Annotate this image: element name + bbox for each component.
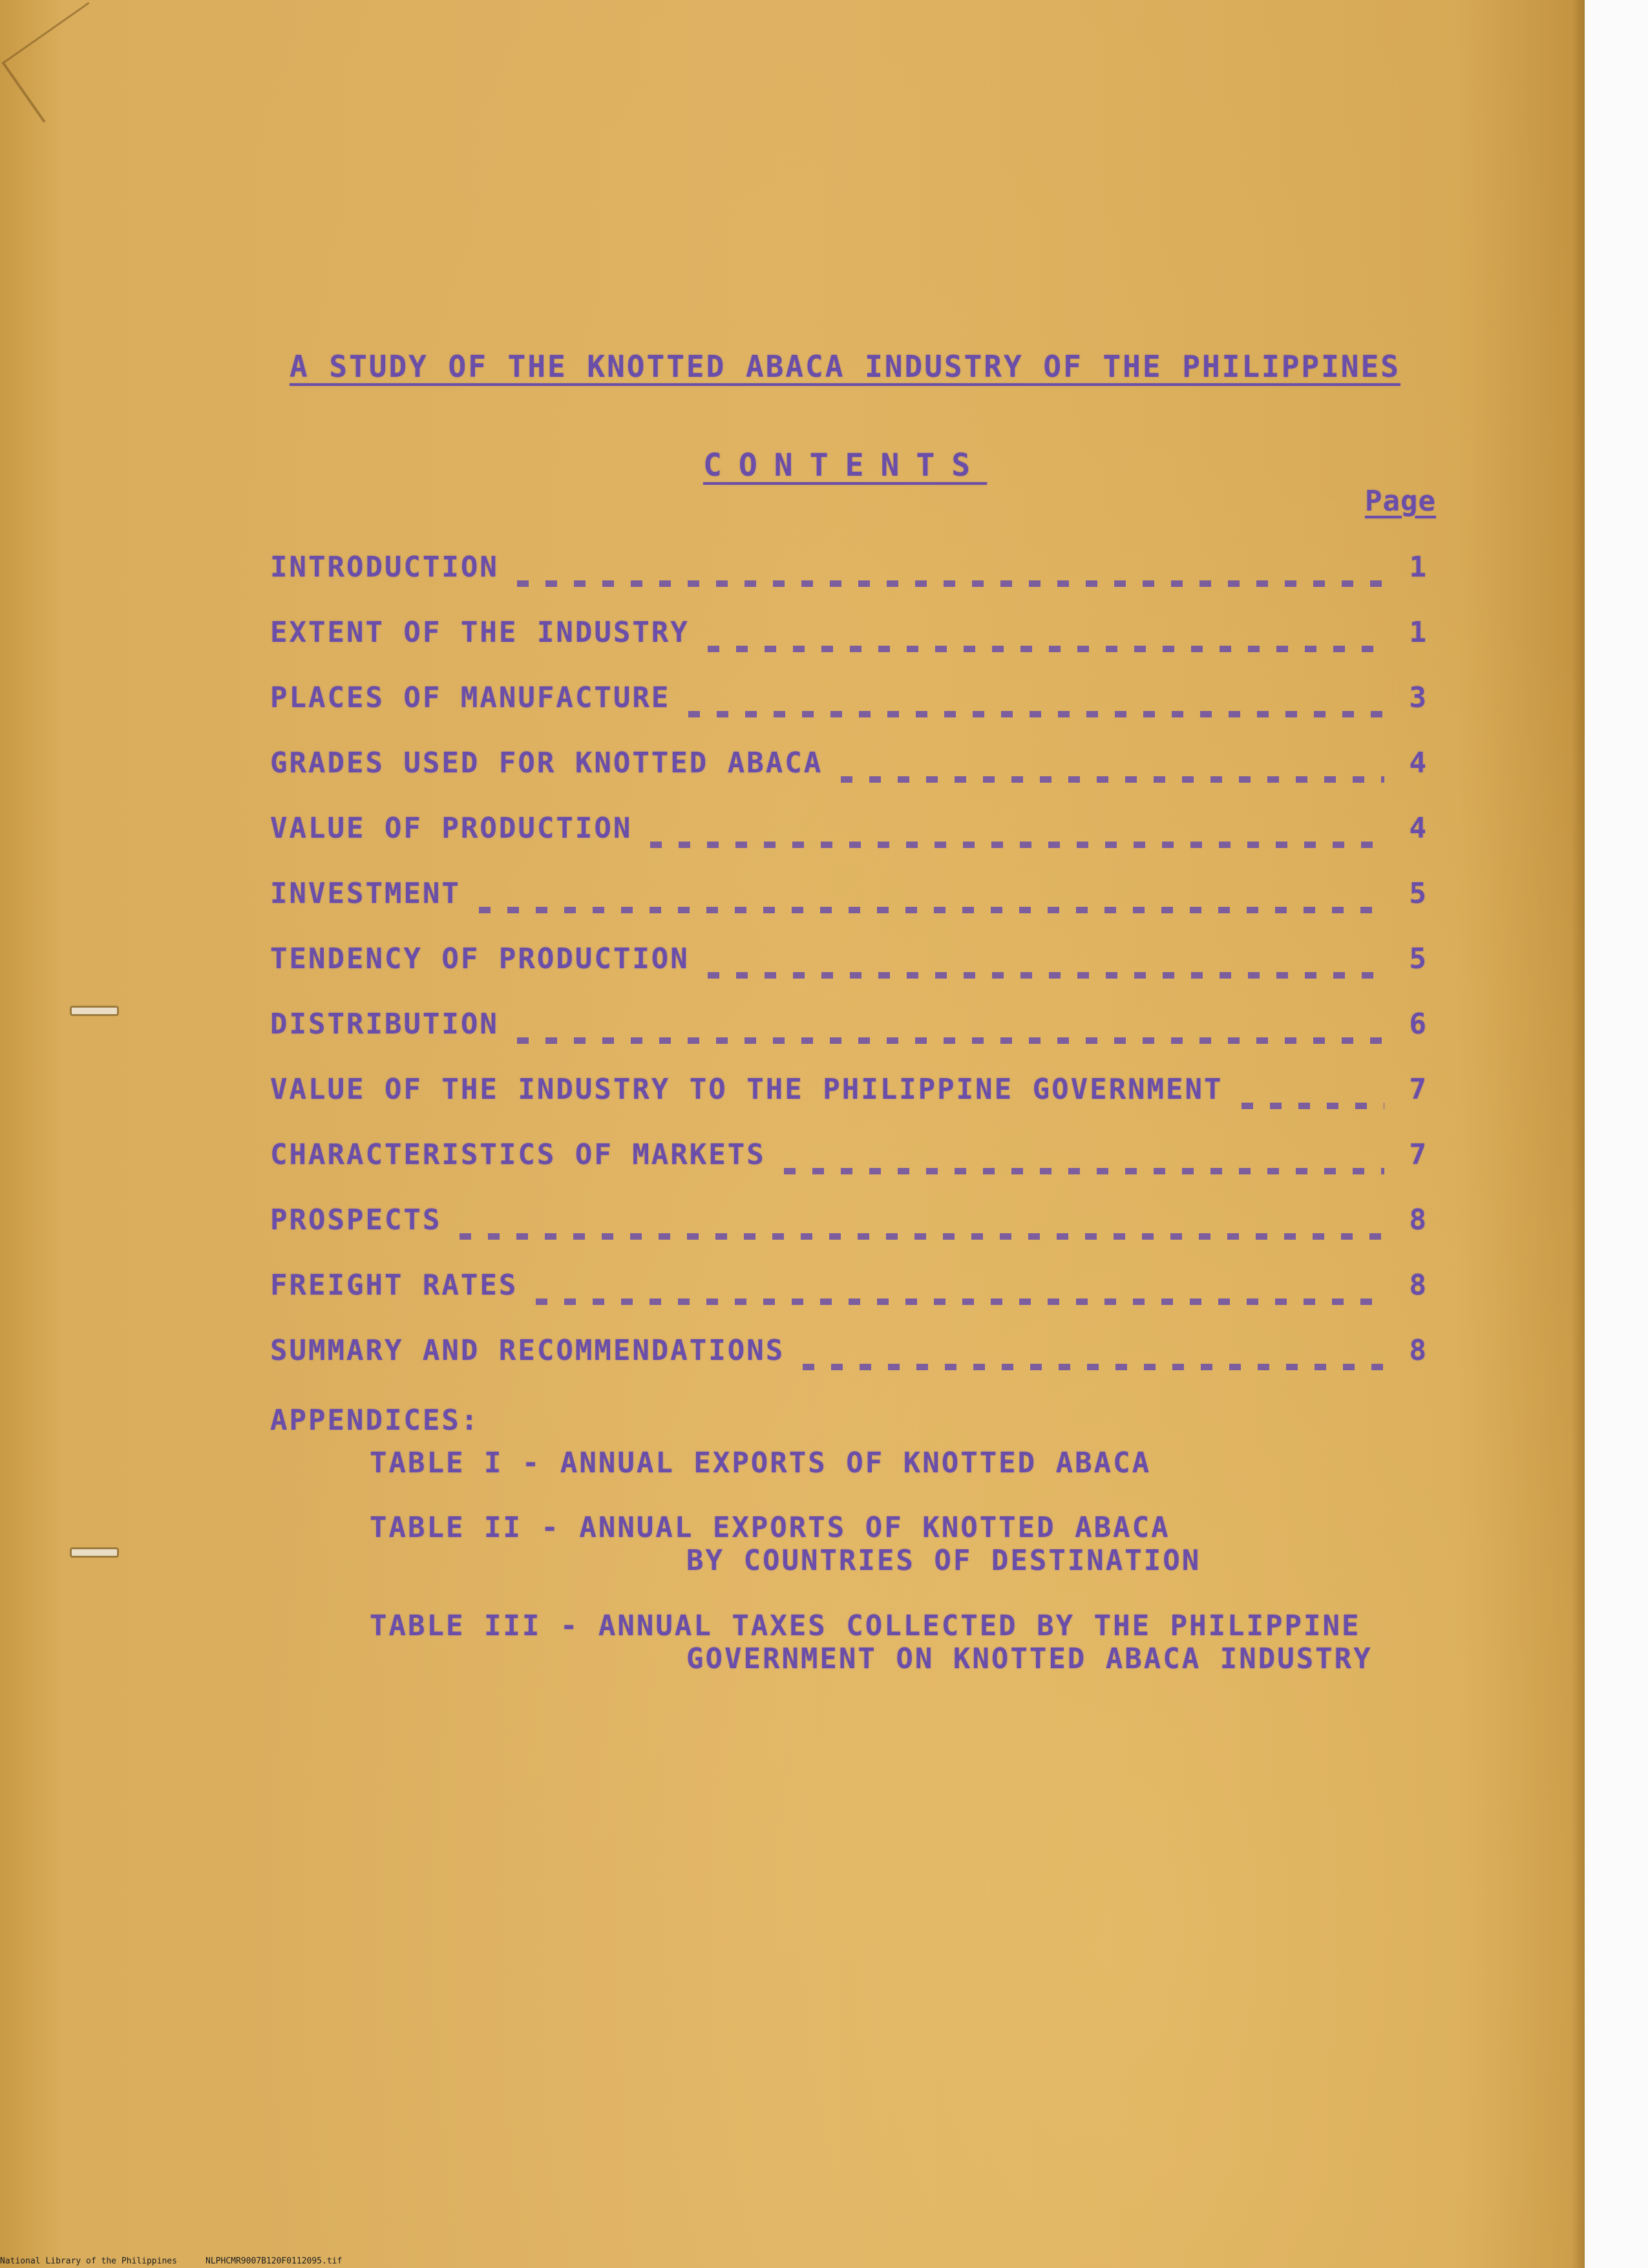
toc-entry-page: 4 [1409, 747, 1428, 779]
toc-entry-page: 8 [1409, 1203, 1428, 1236]
toc-entry-title: PROSPECTS [270, 1203, 442, 1236]
appendices-label: APPENDICES: [270, 1404, 480, 1437]
toc-entry-page: 7 [1409, 1073, 1428, 1106]
toc-leader [1241, 1103, 1384, 1109]
toc-entry [270, 1203, 1428, 1269]
toc-leader [688, 711, 1384, 717]
toc-leader [708, 646, 1384, 652]
toc-entry [270, 1138, 1428, 1203]
toc-leader [784, 1168, 1384, 1174]
toc-entry [270, 747, 1428, 812]
appendix-entry [370, 1447, 1151, 1479]
toc-entry-page: 5 [1409, 942, 1428, 975]
appendix-entry [370, 1609, 1373, 1675]
scan-margin [1585, 0, 1648, 2268]
toc-leader [708, 972, 1384, 979]
toc-leader [650, 842, 1384, 848]
toc-entry-page: 3 [1409, 681, 1428, 714]
table-of-contents [270, 551, 1428, 1399]
binding-hole-bottom [70, 1547, 119, 1558]
paper-edge [1572, 0, 1585, 2268]
toc-entry-page: 5 [1409, 877, 1428, 910]
toc-entry [270, 681, 1428, 747]
toc-entry [270, 877, 1428, 942]
toc-entry [270, 551, 1428, 616]
appendix-line: TABLE III - ANNUAL TAXES COLLECTED BY THE PHILIPPINE [370, 1609, 1361, 1642]
toc-entry-title: EXTENT OF THE INDUSTRY [270, 616, 690, 649]
toc-entry [270, 812, 1428, 877]
toc-entry-page: 8 [1409, 1334, 1428, 1367]
appendix-line: TABLE I - ANNUAL EXPORTS OF KNOTTED ABACA [370, 1447, 1152, 1479]
toc-entry [270, 1334, 1428, 1399]
toc-leader [479, 907, 1384, 913]
toc-entry-page: 7 [1409, 1138, 1428, 1171]
toc-entry-title: DISTRIBUTION [270, 1008, 499, 1041]
toc-entry [270, 942, 1428, 1008]
appendix-entry [370, 1511, 1201, 1577]
document-title: A STUDY OF THE KNOTTED ABACA INDUSTRY OF THE PHILIPPINES [290, 349, 1400, 384]
toc-entry-page: 8 [1409, 1269, 1428, 1302]
toc-entry-page: 1 [1409, 551, 1428, 584]
toc-entry-title: GRADES USED FOR KNOTTED ABACA [270, 747, 823, 779]
toc-entry-page: 1 [1409, 616, 1428, 649]
torn-corner [1, 2, 130, 123]
toc-leader [517, 580, 1384, 587]
toc-leader [536, 1298, 1384, 1305]
toc-entry-page: 4 [1409, 812, 1428, 845]
appendix-line-continued: BY COUNTRIES OF DESTINATION [686, 1544, 1201, 1577]
toc-entry-title: INTRODUCTION [270, 551, 499, 584]
toc-entry-title: SUMMARY AND RECOMMENDATIONS [270, 1334, 785, 1367]
toc-leader [517, 1037, 1384, 1044]
footer-file: NLPHCMR9007B120F0112095.tif [206, 2256, 343, 2266]
toc-entry-title: CHARACTERISTICS OF MARKETS [270, 1138, 766, 1171]
toc-entry [270, 1269, 1428, 1334]
appendix-line: TABLE II - ANNUAL EXPORTS OF KNOTTED ABACA [370, 1511, 1170, 1544]
binding-hole-top [70, 1006, 119, 1016]
toc-leader [803, 1364, 1384, 1370]
toc-entry-title: FREIGHT RATES [270, 1269, 518, 1302]
toc-entry-title: INVESTMENT [270, 877, 461, 910]
toc-entry-title: PLACES OF MANUFACTURE [270, 681, 671, 714]
footer-library: National Library of the Philippines [0, 2256, 177, 2266]
contents-heading: CONTENTS [703, 447, 988, 483]
toc-entry [270, 1073, 1428, 1138]
page-column-heading: Page [1365, 485, 1436, 518]
toc-entry-page: 6 [1409, 1008, 1428, 1041]
toc-entry [270, 1008, 1428, 1073]
toc-leader [460, 1233, 1384, 1240]
appendix-line-continued: GOVERNMENT ON KNOTTED ABACA INDUSTRY [686, 1642, 1373, 1675]
toc-entry [270, 616, 1428, 681]
toc-entry-title: TENDENCY OF PRODUCTION [270, 942, 690, 975]
toc-entry-title: VALUE OF PRODUCTION [270, 812, 633, 845]
toc-entry-title: VALUE OF THE INDUSTRY TO THE PHILIPPINE GOVERNMENT [270, 1073, 1223, 1106]
toc-leader [841, 776, 1384, 783]
